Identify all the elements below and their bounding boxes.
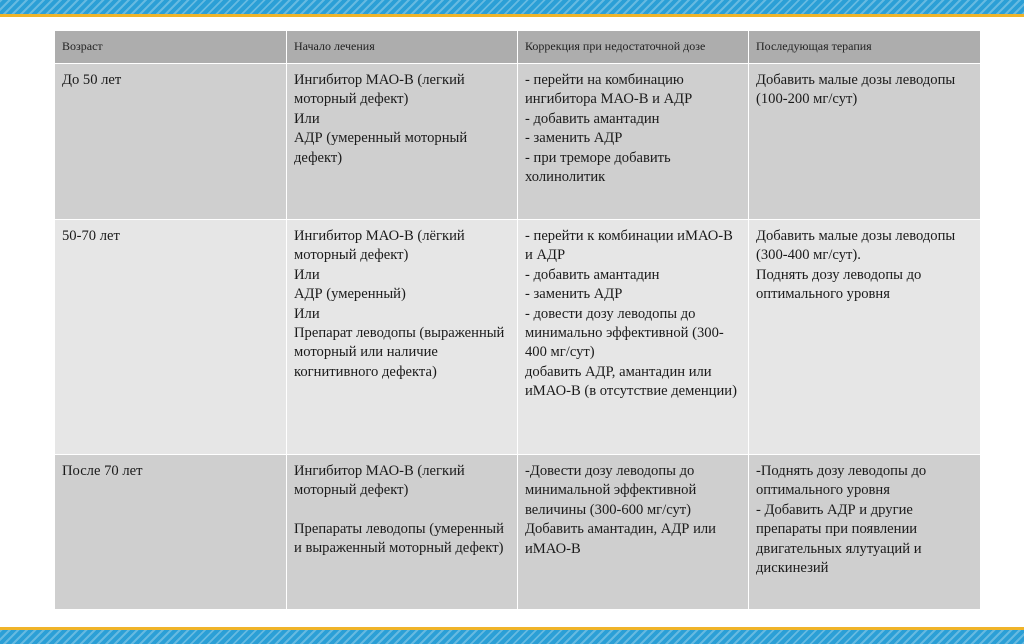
cell-correction: - перейти к комбинации иМАО-В и АДР - добавить амантадин - заменить АДР - довести дозу леводопы до минимально эффективной (300-400 мг/сут) добавить АДР, амантадин или иМАО-В (в отсутствие деменции) (518, 220, 749, 455)
cell-correction: -Довести дозу леводопы до минимальной эффективной величины (300-600 мг/сут) Добавить амантадин, АДР или иМАО-В (518, 455, 749, 610)
table-header-row (55, 31, 981, 64)
cell-start: Ингибитор МАО-В (легкий моторный дефект) Препараты леводопы (умеренный и выраженный моторный дефект) (287, 455, 518, 610)
top-decorative-stripe (0, 0, 1024, 14)
cell-age: 50-70 лет (55, 220, 287, 455)
cell-start: Ингибитор МАО-В (легкий моторный дефект) Или АДР (умеренный моторный дефект) (287, 64, 518, 220)
header-age: Возраст (55, 31, 287, 64)
cell-followup: Добавить малые дозы леводопы (300-400 мг/сут). Поднять дозу леводопы до оптимального уровня (749, 220, 981, 455)
cell-correction: - перейти на комбинацию ингибитора МАО-В и АДР - добавить амантадин - заменить АДР - при треморе добавить холинолитик (518, 64, 749, 220)
header-correction: Коррекция при недостаточной дозе (518, 31, 749, 64)
top-accent-line (0, 14, 1024, 17)
cell-followup: Добавить малые дозы леводопы (100-200 мг/сут) (749, 64, 981, 220)
bottom-decorative-stripe (0, 630, 1024, 644)
cell-age: После 70 лет (55, 455, 287, 610)
therapy-table (54, 30, 981, 610)
cell-age: До 50 лет (55, 64, 287, 220)
header-start: Начало лечения (287, 31, 518, 64)
cell-followup: -Поднять дозу леводопы до оптимального уровня - Добавить АДР и другие препараты при появлении двигательных ялутуаций и дискинезий (749, 455, 981, 610)
table-row (55, 220, 981, 455)
header-followup: Последующая терапия (749, 31, 981, 64)
table-row (55, 64, 981, 220)
table-row (55, 455, 981, 610)
cell-start: Ингибитор МАО-В (лёгкий моторный дефект) Или АДР (умеренный) Или Препарат леводопы (выраженный моторный или наличие когнитивного дефекта) (287, 220, 518, 455)
